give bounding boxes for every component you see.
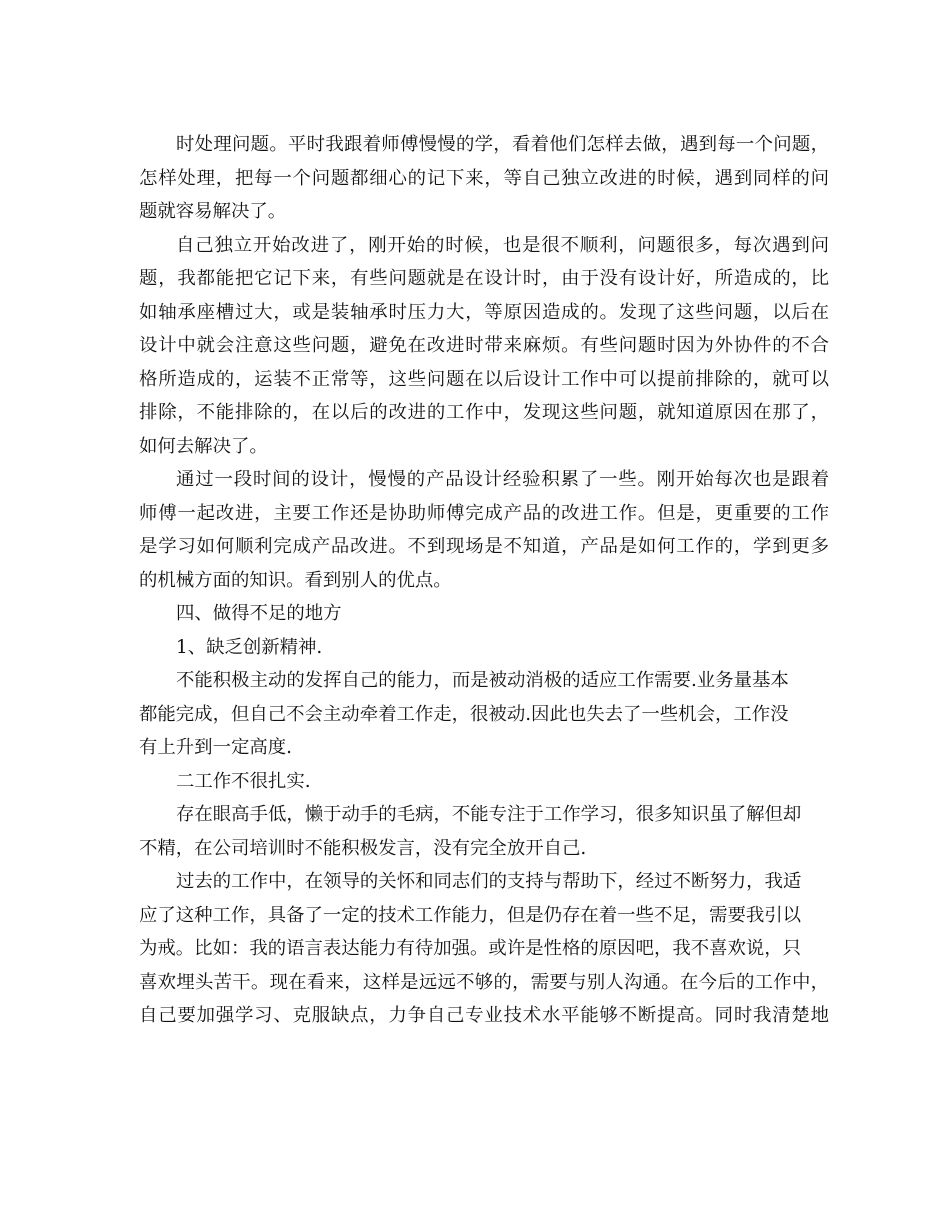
text-line: 自己独立开始改进了，刚开始的时候，也是很不顺利，问题很多，每次遇到问 bbox=[176, 234, 829, 256]
text-line: 的机械方面的知识。看到别人的优点。 bbox=[139, 569, 452, 591]
text-line: 题就容易解决了。 bbox=[139, 201, 287, 222]
text-line: 喜欢埋头苦干。现在看来，这样是远远不够的，需要与别人沟通。在今后的工作中， bbox=[139, 971, 829, 993]
text-line: 题，我都能把它记下来，有些问题就是在设计时，由于没有设计好，所造成的，比 bbox=[139, 268, 829, 289]
text-line: 如何去解决了。 bbox=[139, 435, 268, 457]
text-line: 不精，在公司培训时不能积极发言，没有完全放开自己. bbox=[139, 837, 587, 859]
text-line: 有上升到一定高度. bbox=[139, 737, 292, 758]
text-line: 都能完成，但自己不会主动牵着工作走，很被动.因此也失去了一些机会，工作没 bbox=[139, 703, 789, 725]
text-line: 格所造成的，运装不正常等，这些问题在以后设计工作中可以提前排除的，就可以 bbox=[139, 368, 829, 390]
text-line: 时处理问题。平时我跟着师傅慢慢的学，看着他们怎样去做，遇到每一个问题， bbox=[176, 134, 829, 155]
text-line: 为戒。比如：我的语言表达能力有待加强。或许是性格的原因吧，我不喜欢说，只 bbox=[139, 938, 802, 959]
text-line: 四、做得不足的地方 bbox=[176, 603, 342, 624]
text-line: 存在眼高手低，懒于动手的毛病，不能专注于工作学习，很多知识虽了解但却 bbox=[176, 804, 802, 825]
text-line: 应了这种工作，具备了一定的技术工作能力，但是仍存在着一些不足，需要我引以 bbox=[139, 904, 802, 926]
text-line: 怎样处理，把每一个问题都细心的记下来，等自己独立改进的时候，遇到同样的问 bbox=[139, 167, 829, 189]
text-line: 通过一段时间的设计，慢慢的产品设计经验积累了一些。刚开始每次也是跟着 bbox=[176, 469, 829, 490]
text-line: 过去的工作中，在领导的关怀和同志们的支持与帮助下，经过不断努力，我适 bbox=[176, 871, 802, 892]
text-line: 排除，不能排除的，在以后的改进的工作中，发现这些问题，就知道原因在那了， bbox=[139, 402, 829, 423]
text-line: 设计中就会注意这些问题，避免在改进时带来麻烦。有些问题时因为外协件的不合 bbox=[139, 335, 829, 356]
text-line: 师傅一起改进，主要工作还是协助师傅完成产品的改进工作。但是，更重要的工作 bbox=[139, 502, 829, 524]
text-line: 如轴承座槽过大，或是装轴承时压力大，等原因造成的。发现了这些问题，以后在 bbox=[139, 301, 829, 323]
body-text bbox=[139, 128, 829, 1033]
text-line: 自己要加强学习、克服缺点，力争自己专业技术水平能够不断提高。同时我清楚地 bbox=[139, 1005, 829, 1026]
text-line: 1、缺乏创新精神. bbox=[176, 636, 323, 658]
text-line: 二工作不很扎实. bbox=[176, 770, 311, 792]
text-line: 不能积极主动的发挥自己的能力，而是被动消极的适应工作需要.业务量基本 bbox=[176, 670, 789, 691]
text-line: 是学习如何顺利完成产品改进。不到现场是不知道，产品是如何工作的，学到更多 bbox=[139, 536, 829, 557]
